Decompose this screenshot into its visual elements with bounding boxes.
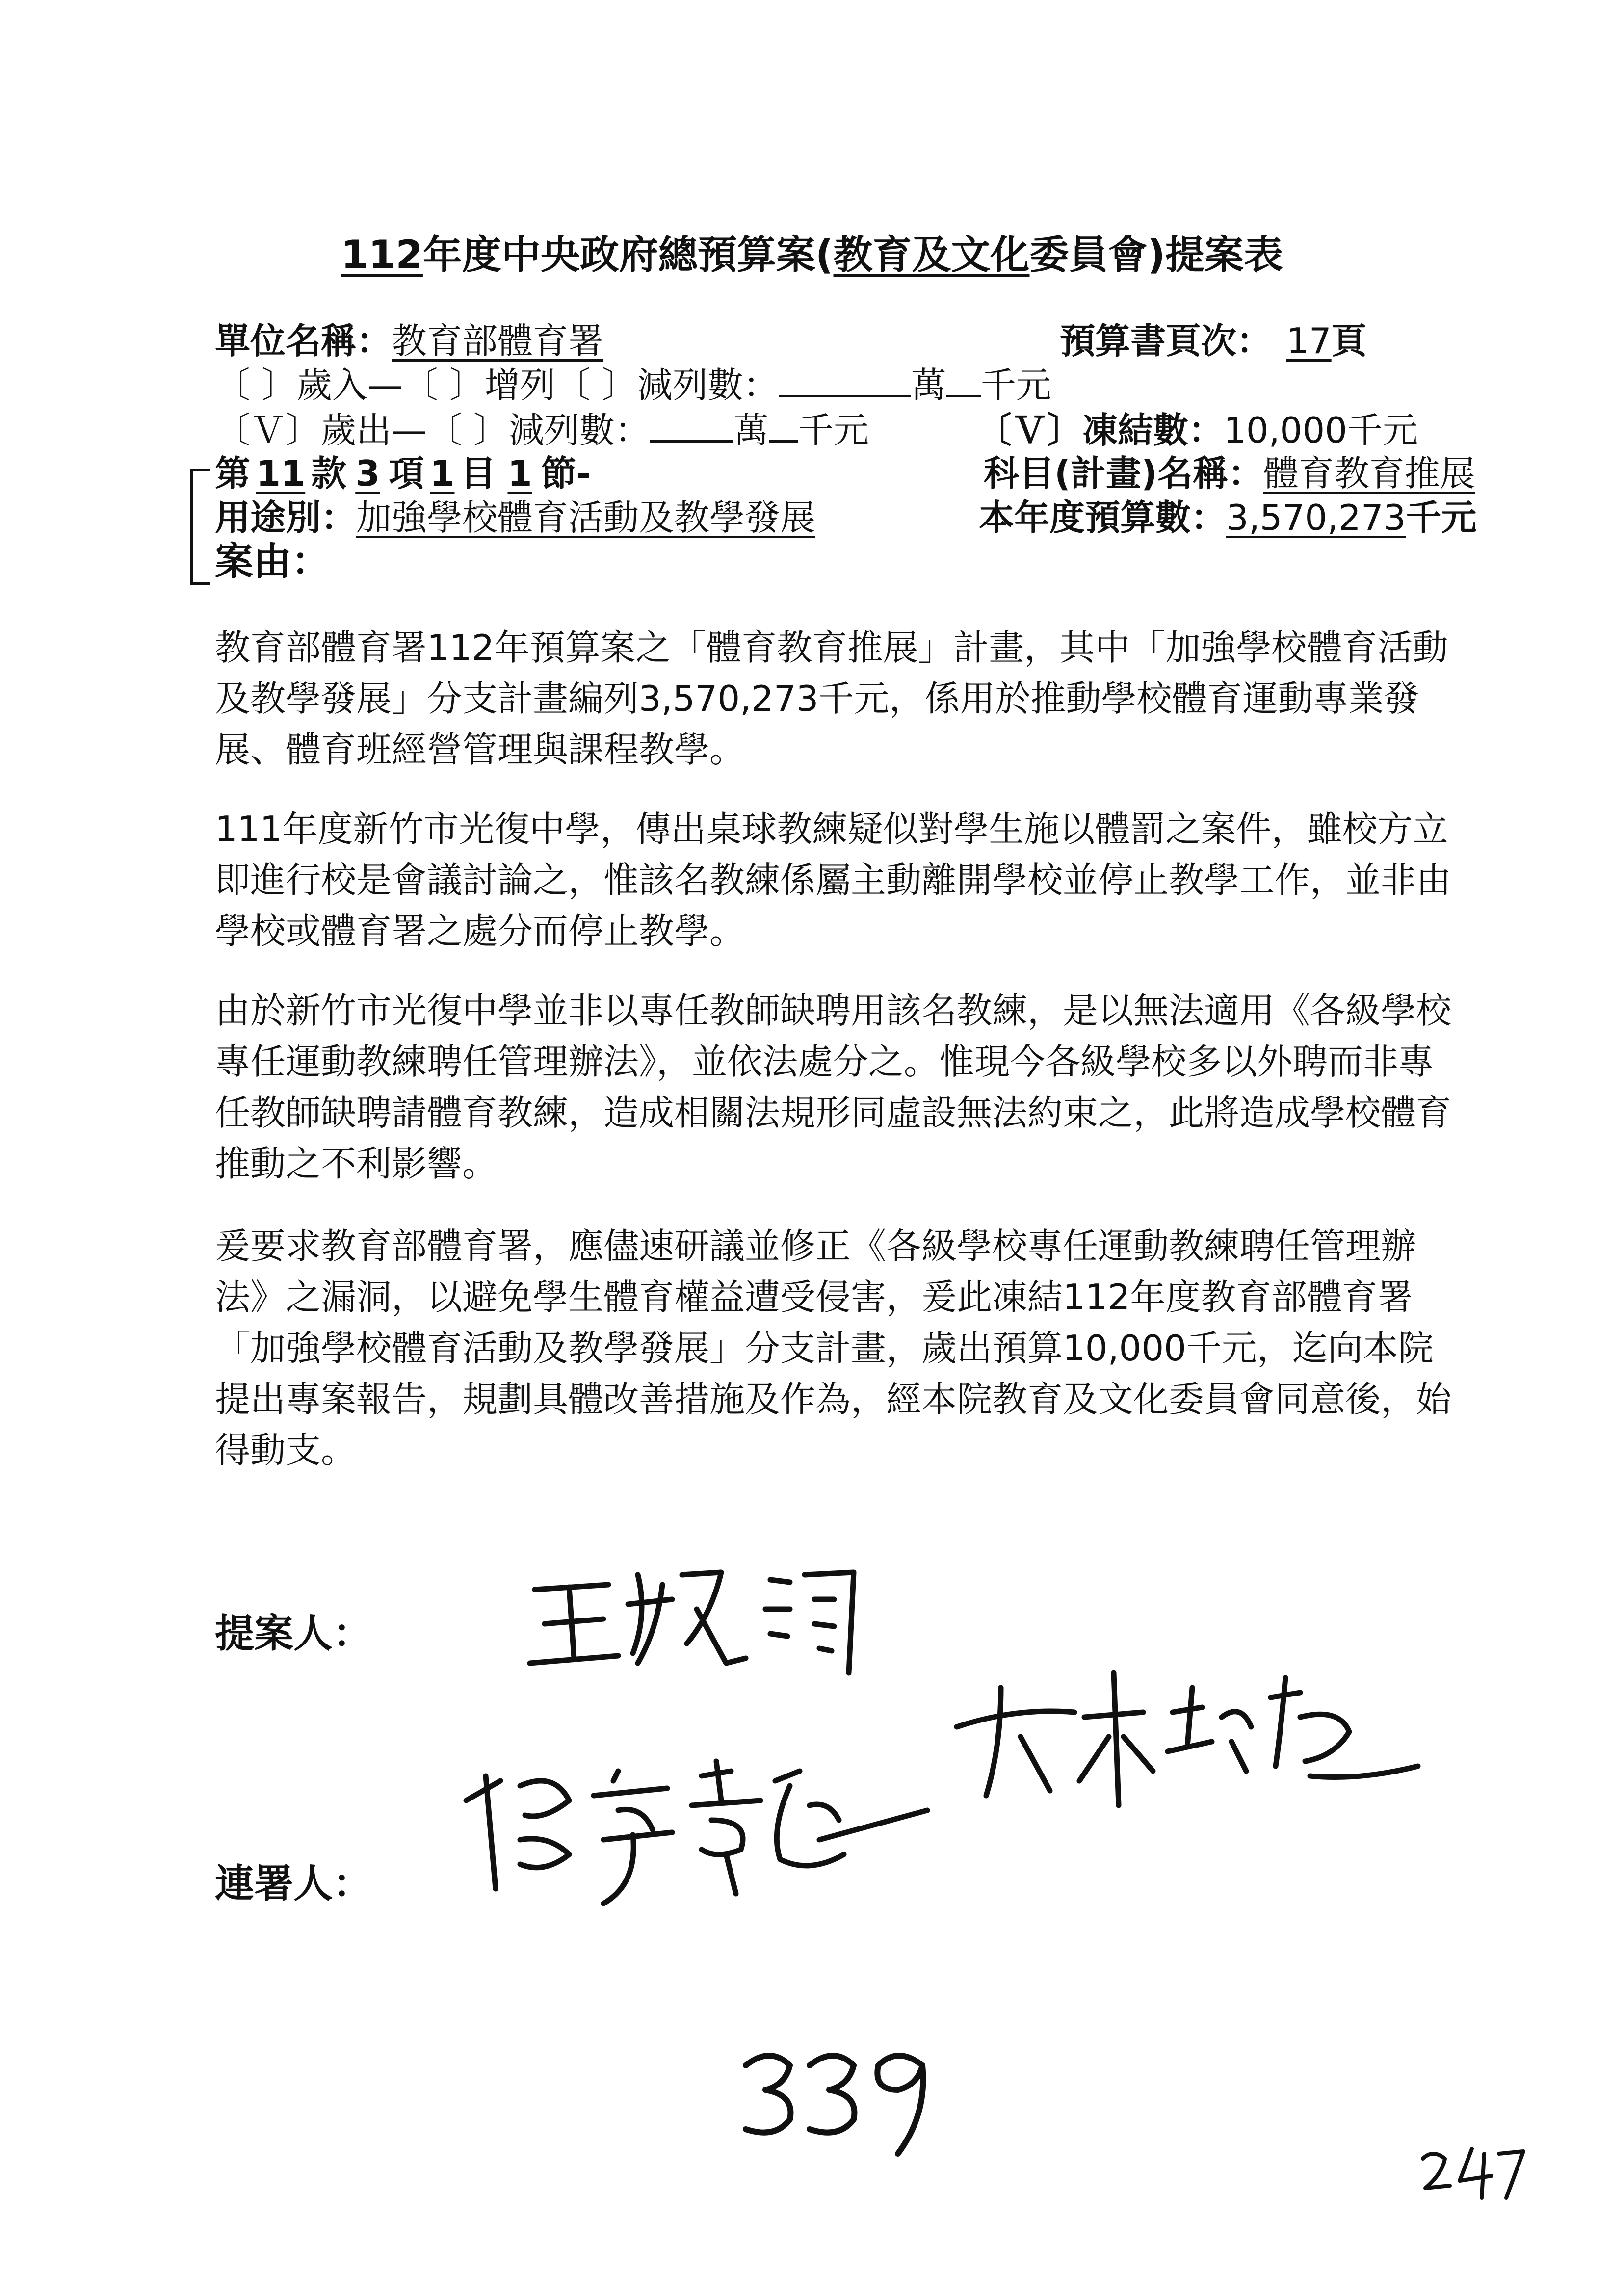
page-title bbox=[0, 223, 1624, 280]
revenue-row bbox=[215, 363, 1051, 407]
paragraph-2: 111年度新竹市光復中學，傳出桌球教練疑似對學生施以體罰之案件，雖校方立即進行校是會議討論之，惟該名教練係屬主動離開學校並停止教學工作，並非由學校或體育署之處分而停止教學。 bbox=[215, 809, 1452, 952]
paragraph-3: 由於新竹市光復中學並非以專任教師缺聘用該名教練，是以無法適用《各級學校專任運動教練聘任管理辦法》，並依法處分之。惟現今各級學校多以外聘而非專任教師缺聘請體育教練，造成相關法規形同虛設無法約束之，此將造成學校體育推動之不利影響。 bbox=[215, 990, 1452, 1184]
section-mu: 目 bbox=[460, 453, 496, 494]
expense-row bbox=[215, 408, 869, 452]
page-suffix: 頁 bbox=[1331, 320, 1367, 362]
cosigner-signature-2 bbox=[947, 1658, 1428, 1820]
expense-wan: 萬 bbox=[733, 410, 769, 451]
cosigner-label: 連署人： bbox=[215, 1861, 372, 1906]
purpose-value: 加強學校體育活動及教學發展 bbox=[356, 497, 816, 538]
revenue-wan: 萬 bbox=[911, 365, 946, 406]
subject-row bbox=[984, 451, 1475, 496]
proposer-label: 提案人： bbox=[215, 1611, 372, 1656]
page-number-corner bbox=[1413, 2134, 1531, 2208]
title-part2: 委員會)提案表 bbox=[1029, 232, 1283, 278]
section-row bbox=[215, 451, 591, 496]
paragraph-1: 教育部體育署112年預算案之「體育教育推展」計畫，其中「加強學校體育活動及教學發展」分支計畫編列3,570,273千元，係用於推動學校體育運動專業發展、體育班經營管理與課程教學。 bbox=[215, 627, 1448, 770]
section-jie: 節- bbox=[541, 453, 591, 494]
section-kuan: 款 bbox=[311, 453, 347, 494]
subject-label: 科目(計畫)名稱： bbox=[984, 453, 1263, 494]
title-part1: 年度中央政府總預算案( bbox=[422, 232, 834, 278]
unit-value: 教育部體育署 bbox=[392, 320, 604, 362]
page-number-main bbox=[736, 2036, 947, 2159]
revenue-thousand-blank bbox=[946, 365, 981, 397]
purpose-row bbox=[215, 496, 815, 540]
freeze-value: 10,000千元 bbox=[1224, 410, 1418, 451]
unit-row bbox=[215, 319, 603, 363]
purpose-label: 用途別： bbox=[215, 497, 357, 538]
title-year: 112 bbox=[341, 232, 423, 278]
freeze-row bbox=[976, 408, 1418, 452]
section-jie-num: 1 bbox=[507, 453, 532, 494]
budget-row bbox=[979, 496, 1476, 540]
section-xiang: 項 bbox=[389, 453, 424, 494]
title-committee: 教育及文化 bbox=[833, 232, 1030, 278]
expense-wan-blank bbox=[650, 410, 733, 443]
subject-value: 體育教育推展 bbox=[1263, 453, 1475, 494]
expense-thousand: 千元 bbox=[798, 410, 869, 451]
revenue-thousand: 千元 bbox=[980, 365, 1051, 406]
revenue-wan-blank bbox=[779, 365, 911, 397]
expense-line: 〔Ｖ〕歲出—〔 〕減列數： bbox=[215, 410, 650, 451]
budget-suffix: 千元 bbox=[1406, 497, 1477, 538]
revenue-line: 〔 〕歲入—〔 〕增列〔 〕減列數： bbox=[215, 365, 779, 406]
cosigner-signature-1 bbox=[456, 1742, 937, 1918]
left-bracket bbox=[190, 469, 210, 585]
section-xiang-num: 3 bbox=[355, 453, 380, 494]
page-value: 17 bbox=[1286, 320, 1332, 362]
section-mu-num: 1 bbox=[430, 453, 455, 494]
page-label: 預算書頁次： bbox=[1060, 320, 1272, 362]
section-di: 第 bbox=[215, 453, 251, 494]
freeze-label: 〔Ｖ〕凍結數： bbox=[976, 410, 1224, 451]
proposer-signature bbox=[515, 1545, 868, 1693]
budget-value: 3,570,273 bbox=[1226, 497, 1406, 538]
unit-label: 單位名稱： bbox=[215, 320, 392, 362]
budget-label: 本年度預算數： bbox=[979, 497, 1227, 538]
page-ref-row bbox=[1060, 319, 1367, 363]
expense-thousand-blank bbox=[769, 410, 798, 443]
paragraph-4: 爰要求教育部體育署，應儘速研議並修正《各級學校專任運動教練聘任管理辦法》之漏洞，以避免學生體育權益遭受侵害，爰此凍結112年度教育部體育署「加強學校體育活動及教學發展」分支計畫，歲出預算10,000千元，迄向本院提出專案報告，規劃具體改善措施及作為，經本院教育及文化委員會同意後，始得動支。 bbox=[215, 1226, 1452, 1471]
section-kuan-num: 11 bbox=[256, 453, 306, 494]
case-label: 案由： bbox=[215, 540, 330, 584]
